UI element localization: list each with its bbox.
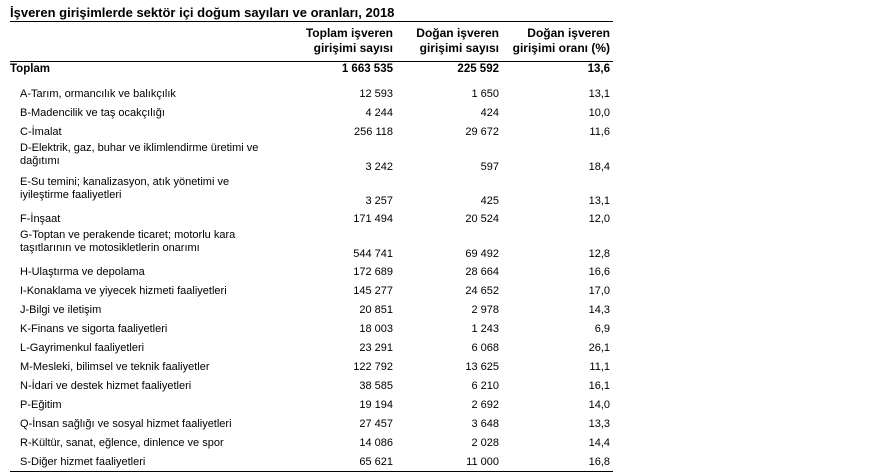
table-row [10,338,613,357]
cell-born: 424 [480,106,499,119]
cell-rate: 13,1 [588,87,610,100]
header-born-enterprises: Doğan işveren girişimi sayısı [396,22,502,62]
table-row [10,175,613,209]
row-label: E-Su temini; kanalizasyon, atık yönetimi ve iyileştirme faaliyetleri [20,176,230,201]
row-label: J-Bilgi ve iletişim [20,303,102,316]
table-row [10,376,613,395]
row-label: L-Gayrimenkul faaliyetleri [20,341,145,354]
cell-born: 1 650 [471,87,499,100]
table-row [10,300,613,319]
cell-total: 122 792 [353,360,393,373]
cell-total: 12 593 [359,87,393,100]
cell-total: 18 003 [359,322,393,335]
cell-total: 23 291 [359,341,393,354]
row-label: F-İnşaat [20,212,61,225]
cell-rate: 14,4 [588,436,610,449]
cell-born: 28 664 [465,265,499,278]
row-label: A-Tarım, ormancılık ve balıkçılık [20,87,176,100]
cell-born: 425 [480,195,499,207]
cell-rate: 10,0 [588,106,610,119]
sector-birth-table [10,21,613,472]
table-row [10,122,613,141]
cell-born: 3 648 [471,417,499,430]
table-row [10,228,613,262]
cell-total: 3 257 [365,195,393,207]
cell-born: 2 978 [471,303,499,316]
cell-total: 14 086 [359,436,393,449]
cell-rate: 13,1 [588,195,610,207]
table-row [10,319,613,338]
row-label: I-Konaklama ve yiyecek hizmeti faaliyetleri [20,284,227,297]
cell-total: 145 277 [353,284,393,297]
table-row [10,141,613,175]
cell-rate: 12,0 [588,212,610,225]
table-row [10,84,613,103]
cell-rate: 12,8 [588,248,610,260]
cell-born: 69 492 [465,248,499,260]
cell-rate: 11,6 [589,125,610,138]
table-row [10,281,613,300]
cell-total: 20 851 [359,303,393,316]
table-row [10,433,613,452]
table-row [10,262,613,281]
row-label: N-İdari ve destek hizmet faaliyetleri [20,379,192,392]
cell-rate: 11,1 [589,360,610,373]
row-label: P-Eğitim [20,398,62,411]
cell-rate: 16,8 [502,452,613,472]
table-row [10,395,613,414]
cell-rate: 14,0 [588,398,610,411]
cell-rate: 16,6 [588,265,610,278]
table-row-total [10,62,613,85]
cell-born: 29 672 [465,125,499,138]
row-label: Q-İnsan sağlığı ve sosyal hizmet faaliyetleri [20,417,232,430]
row-label: H-Ulaştırma ve depolama [20,265,145,278]
header-total-enterprises: Toplam işveren girişimi sayısı [275,22,396,62]
table-row [10,209,613,228]
cell-rate: 18,4 [588,161,610,173]
cell-rate: 16,1 [588,379,610,392]
table-row [10,414,613,433]
cell-total: 172 689 [353,265,393,278]
cell-rate: 14,3 [588,303,610,316]
header-row [10,22,613,62]
row-label: M-Mesleki, bilimsel ve teknik faaliyetler [20,360,210,373]
cell-born: 24 652 [465,284,499,297]
table-row [10,357,613,376]
cell-born: 13 625 [465,360,499,373]
cell-rate: 17,0 [588,284,610,297]
cell-rate: 13,3 [588,417,610,430]
cell-total: 171 494 [353,212,393,225]
row-label: S-Diğer hizmet faaliyetleri [10,452,275,472]
cell-born: 20 524 [465,212,499,225]
cell-total: 27 457 [359,417,393,430]
cell-born: 2 028 [471,436,499,449]
cell-total: 19 194 [359,398,393,411]
cell-total: 38 585 [359,379,393,392]
cell-born: 6 068 [471,341,499,354]
cell-total: 256 118 [354,125,393,138]
row-label: D-Elektrik, gaz, buhar ve iklimlendirme üretimi ve dağıtımı [20,142,259,167]
header-sector [10,22,275,62]
header-birth-rate: Doğan işveren girişimi oranı (%) [502,22,613,62]
row-label: K-Finans ve sigorta faaliyetleri [20,322,168,335]
cell-born: 1 243 [471,322,499,335]
cell-born: 597 [480,161,499,173]
cell-rate: 26,1 [588,341,610,354]
table-row [10,452,613,472]
row-label: G-Toptan ve perakende ticaret; motorlu kara taşıtlarının ve motosikletlerin onarımı [20,229,236,254]
row-label: R-Kültür, sanat, eğlence, dinlence ve spor [20,436,224,449]
cell-rate: 13,6 [587,63,610,75]
table-row [10,103,613,122]
cell-rate: 6,9 [594,322,610,335]
cell-born: 2 692 [471,398,499,411]
table-container [10,5,613,472]
cell-born: 11 000 [396,452,502,472]
cell-born: 6 210 [471,379,499,392]
cell-total: 3 242 [365,161,393,173]
cell-born: 225 592 [457,63,499,75]
cell-total: 4 244 [365,106,393,119]
cell-total: 1 663 535 [341,63,393,75]
row-label: B-Madencilik ve taş ocakçılığı [20,106,165,119]
cell-total: 544 741 [353,248,393,260]
row-label: C-İmalat [20,125,62,138]
row-label: Toplam [10,63,51,75]
cell-total: 65 621 [275,452,396,472]
table-title: İşveren girişimlerde sektör içi doğum sayıları ve oranları, 2018 [10,5,395,20]
